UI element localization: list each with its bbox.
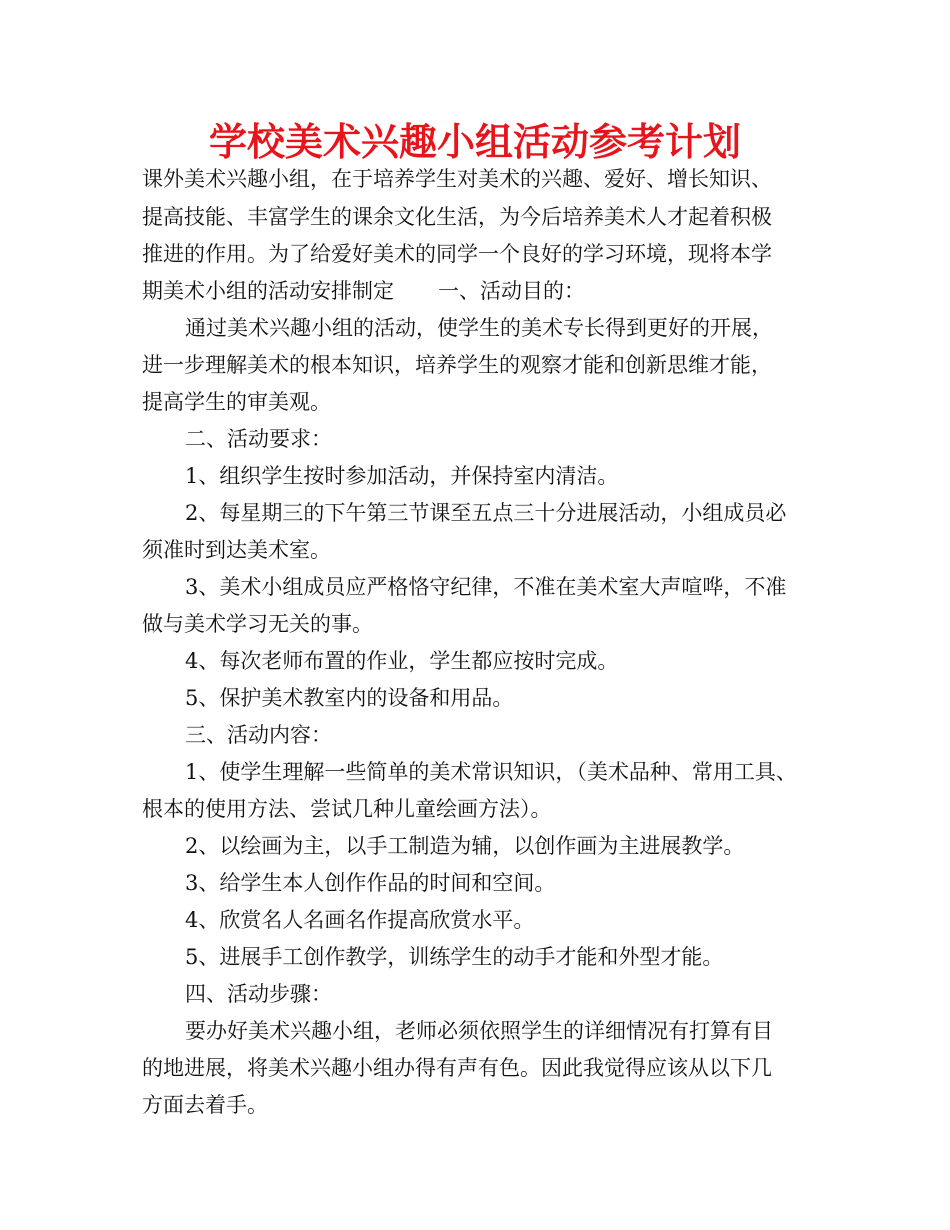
document-title: 学校美术兴趣小组活动参考计划 xyxy=(208,120,741,164)
section-heading-steps: 四、活动步骤： xyxy=(185,982,332,1006)
intro-line-1: 课外美术兴趣小组，在于培养学生对美术的兴趣、爱好、增长知识、 xyxy=(142,167,772,191)
intro-line-3: 推进的作用。为了给爱好美术的同学一个良好的学习环境，现将本学 xyxy=(142,242,772,266)
requirement-item-3: 3、美术小组成员应严格恪守纪律，不准在美术室大声喧哗，不准 xyxy=(185,575,787,599)
content-item-2: 2、以绘画为主，以手工制造为辅，以创作画为主进展教学。 xyxy=(185,834,745,858)
requirement-item-5: 5、保护美术教室内的设备和用品。 xyxy=(185,686,514,710)
content-item-5: 5、进展手工创作教学，训练学生的动手才能和外型才能。 xyxy=(185,945,724,969)
section-heading-content: 三、活动内容： xyxy=(185,723,332,747)
steps-line-2: 的地进展，将美术兴趣小组办得有声有色。因此我觉得应该从以下几 xyxy=(142,1056,772,1080)
requirement-item-2-continued: 须准时到达美术室。 xyxy=(142,538,331,562)
steps-line-1: 要办好美术兴趣小组，老师必须依照学生的详细情况有打算有目 xyxy=(185,1019,773,1043)
section-heading-purpose: 一、活动目的： xyxy=(438,279,585,303)
content-item-3: 3、给学生本人创作作品的时间和空间。 xyxy=(185,871,556,895)
intro-line-4 xyxy=(142,274,585,308)
requirement-item-1: 1、组织学生按时参加活动，并保持室内清洁。 xyxy=(185,464,619,488)
section-heading-requirements: 二、活动要求： xyxy=(185,427,332,451)
content-item-1-continued: 根本的使用方法、尝试几种儿童绘画方法）。 xyxy=(142,797,552,821)
content-item-4: 4、欣赏名人名画名作提高欣赏水平。 xyxy=(185,908,535,932)
purpose-line-2: 进一步理解美术的根本知识，培养学生的观察才能和创新思维才能， xyxy=(142,353,772,377)
purpose-line-3: 提高学生的审美观。 xyxy=(142,390,331,414)
requirement-item-3-continued: 做与美术学习无关的事。 xyxy=(142,612,373,636)
intro-line-2: 提高技能、丰富学生的课余文化生活，为今后培养美术人才起着积极 xyxy=(142,205,772,229)
intro-line-4-text: 期美术小组的活动安排制定 xyxy=(142,279,394,303)
requirement-item-4: 4、每次老师布置的作业，学生都应按时完成。 xyxy=(185,649,619,673)
content-item-1: 1、使学生理解一些简单的美术常识知识，（美术品种、常用工具、 xyxy=(185,760,797,784)
purpose-line-1: 通过美术兴趣小组的活动，使学生的美术专长得到更好的开展， xyxy=(185,316,773,340)
steps-line-3: 方面去着手。 xyxy=(142,1093,268,1117)
requirement-item-2: 2、每星期三的下午第三节课至五点三十分进展活动，小组成员必 xyxy=(185,501,787,525)
